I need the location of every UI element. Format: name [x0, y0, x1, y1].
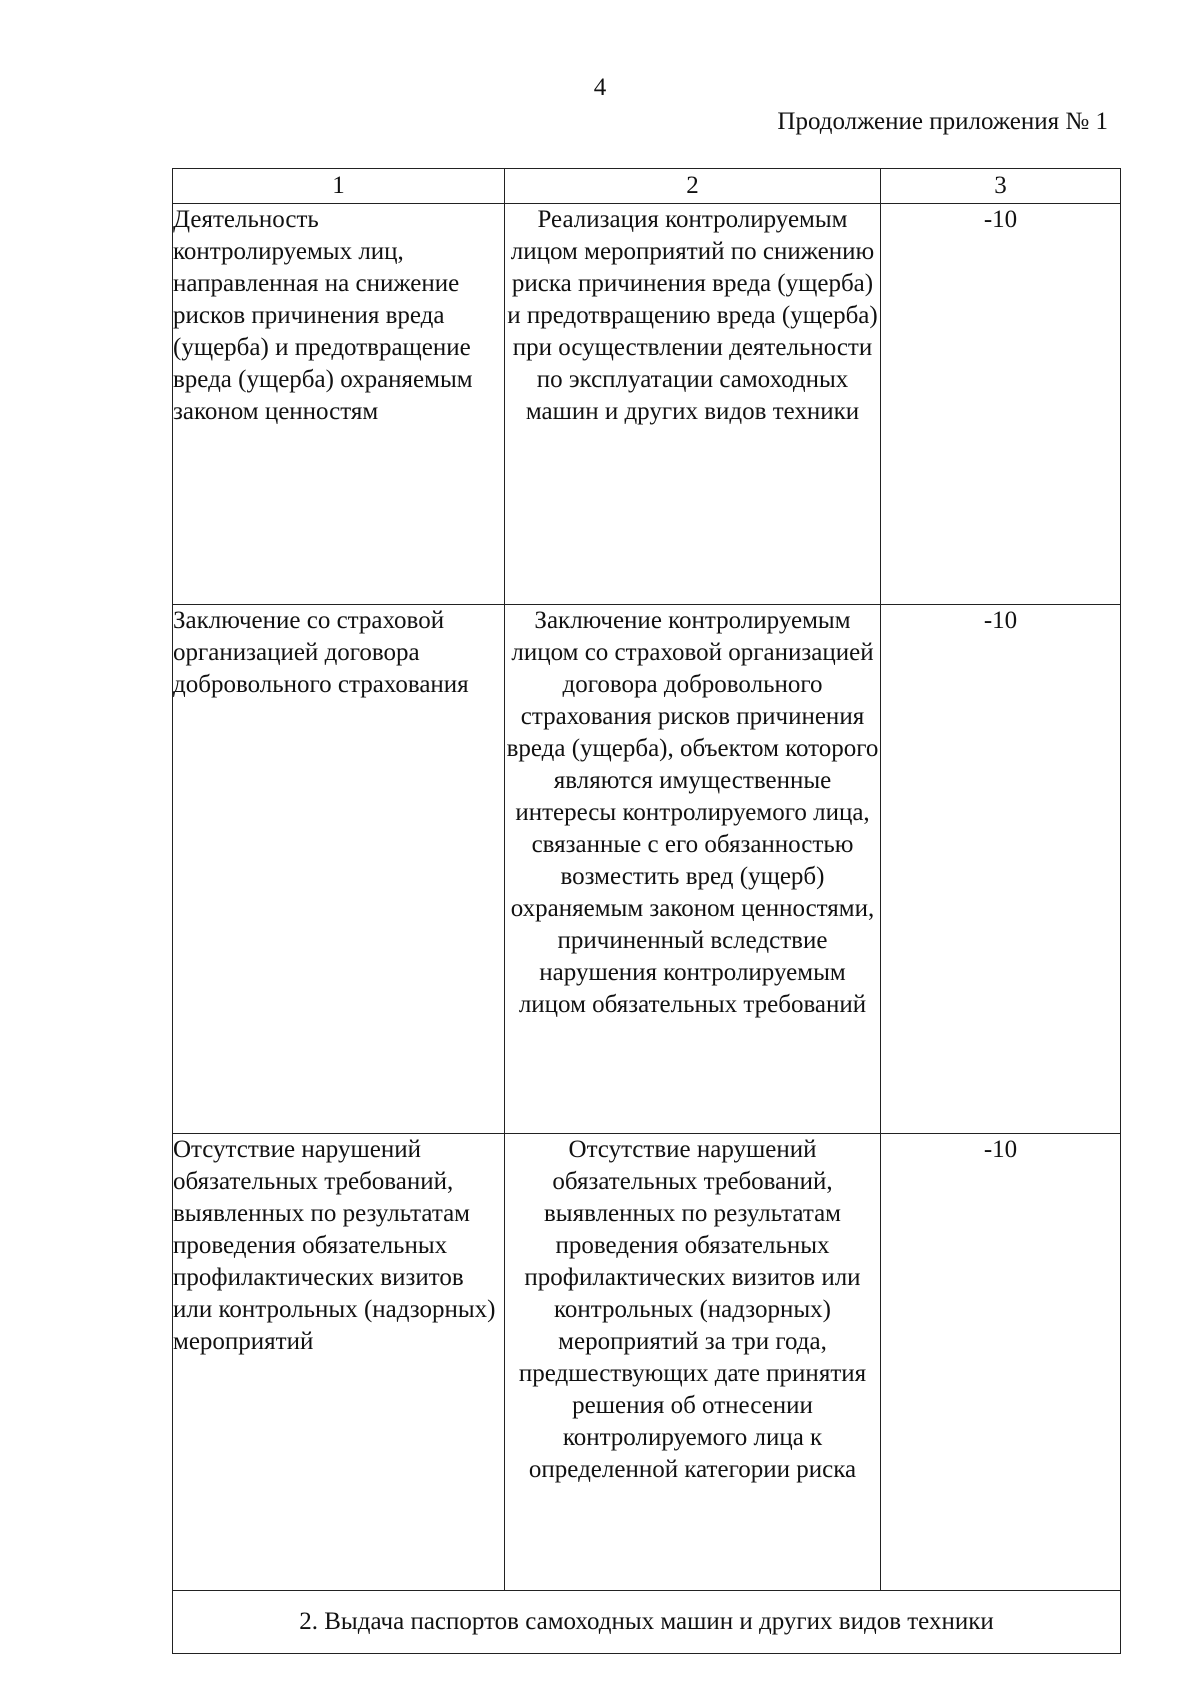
column-header-2: 2 [505, 169, 881, 204]
description-cell: Реализация контролируемым лицом мероприятий по снижению риска причинения вреда (ущерба) и предотвращению вреда (ущерба) при осуществлении деятельности по эксплуатации самоходных машин и других видов техники [505, 204, 881, 605]
points-cell: -10 [881, 1134, 1121, 1591]
table-header-row [173, 169, 1121, 204]
description-cell: Отсутствие нарушений обязательных требований, выявленных по результатам проведения обязательных профилактических визитов или контрольных (надзорных) мероприятий за три года, предшествующих дате принятия решения об отнесении контролируемого лица к определенной категории риска [505, 1134, 881, 1591]
points-cell: -10 [881, 204, 1121, 605]
section-row [173, 1591, 1121, 1654]
table-row [173, 605, 1121, 1134]
table-row [173, 204, 1121, 605]
description-cell: Заключение контролируемым лицом со страховой организацией договора добровольного страхования рисков причинения вреда (ущерба), объектом которого являются имущественные интересы контролируемого лица, связанные с его обязанностью возместить вред (ущерб) охраняемым законом ценностями, причиненный вследствие нарушения контролируемым лицом обязательных требований [505, 605, 881, 1134]
points-cell: -10 [881, 605, 1121, 1134]
criterion-cell: Деятельность контролируемых лиц, направленная на снижение рисков причинения вреда (ущерба) и предотвращение вреда (ущерба) охраняемым законом ценностям [173, 204, 505, 605]
criteria-table [172, 168, 1121, 1654]
table-row [173, 1134, 1121, 1591]
criterion-cell: Заключение со страховой организацией договора добровольного страхования [173, 605, 505, 1134]
column-header-1: 1 [173, 169, 505, 204]
page-number: 4 [593, 74, 607, 101]
criterion-cell: Отсутствие нарушений обязательных требований, выявленных по результатам проведения обязательных профилактических визитов или контрольных (надзорных) мероприятий [173, 1134, 505, 1591]
column-header-3: 3 [881, 169, 1121, 204]
continuation-heading: Продолжение приложения № 1 [777, 108, 1108, 135]
section-heading: 2. Выдача паспортов самоходных машин и других видов техники [173, 1591, 1121, 1654]
